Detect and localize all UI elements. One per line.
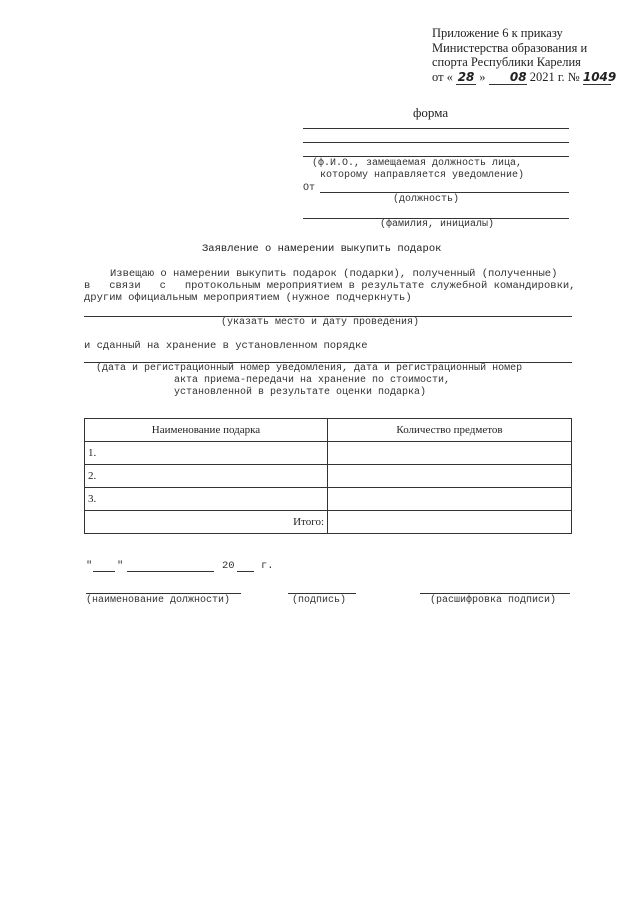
decoding-signature-line: [420, 593, 570, 594]
signature-year-suffix: г.: [261, 560, 274, 572]
signature-date-open-quote: ": [86, 560, 93, 572]
body-paragraph-line-1: Извещаю о намерении выкупить подарок (подарки), полученный (полученные): [110, 268, 558, 280]
date-sep: »: [479, 69, 486, 84]
from-label: От: [303, 183, 316, 194]
place-date-caption: (указать место и дату проведения): [221, 317, 420, 328]
registration-caption-3: установленной в результате оценки подарка): [174, 387, 427, 398]
handwritten-day: 28: [457, 69, 475, 84]
signature-day-line: [93, 571, 115, 572]
row-number: 1.: [85, 442, 328, 465]
order-appendix-header: [432, 26, 617, 85]
row-quantity: [328, 442, 572, 465]
column-header-gift-name: Наименование подарка: [85, 419, 328, 442]
total-label: Итого:: [85, 511, 328, 534]
signature-year-line: [237, 571, 254, 572]
gifts-table: [84, 418, 572, 534]
handwritten-month: 08: [489, 70, 527, 86]
table-row: [85, 488, 572, 511]
addressee-line-3: [303, 156, 569, 157]
table-row: [85, 442, 572, 465]
caption-signature: (подпись): [292, 595, 347, 606]
signature-line: [288, 593, 356, 594]
addressee-line-2: [303, 142, 569, 143]
addressee-line-1: [303, 128, 569, 129]
signature-month-line: [127, 571, 214, 572]
caption-decoding: (расшифровка подписи): [430, 595, 557, 606]
handwritten-order-number: 1049: [582, 69, 617, 84]
total-value: [328, 511, 572, 534]
addressee-caption-2: которому направляется уведомление): [320, 170, 525, 181]
name-caption: (фамилия, инициалы): [380, 219, 495, 230]
registration-caption-2: акта приема-передачи на хранение по стоимости,: [174, 375, 451, 386]
position-caption: (должность): [393, 194, 460, 205]
signature-date-close-quote: ": [117, 560, 124, 572]
body-paragraph-2: и сданный на хранение в установленном порядке: [84, 340, 368, 352]
addressee-caption-1: (ф.И.О., замещаемая должность лица,: [312, 158, 523, 169]
body-paragraph-line-2: в связи с протокольным мероприятием в результате служебной командировки,: [84, 280, 576, 292]
date-prefix: от «: [432, 69, 453, 84]
row-number: 3.: [85, 488, 328, 511]
from-position-line: [320, 192, 569, 193]
body-paragraph-line-3: другим официальным мероприятием (нужное подчеркнуть): [84, 292, 412, 304]
document-title: Заявление о намерении выкупить подарок: [202, 243, 442, 255]
row-number: 2.: [85, 465, 328, 488]
appendix-line-2: Министерства образования и: [432, 40, 588, 55]
column-header-quantity: Количество предметов: [328, 419, 572, 442]
table-total-row: [85, 511, 572, 534]
position-signature-line: [86, 593, 241, 594]
form-label: форма: [413, 105, 449, 120]
registration-caption-1: (дата и регистрационный номер уведомления, дата и регистрационный номер: [96, 363, 523, 374]
table-header-row: [85, 419, 572, 442]
row-quantity: [328, 488, 572, 511]
appendix-date-line: [432, 69, 617, 86]
signature-year-prefix: 20: [222, 560, 235, 572]
date-year: 2021 г. №: [529, 69, 580, 84]
table-row: [85, 465, 572, 488]
appendix-line-3: спорта Республики Карелия: [432, 55, 581, 69]
caption-position: (наименование должности): [86, 595, 231, 606]
row-quantity: [328, 465, 572, 488]
appendix-line-1: Приложение 6 к приказу: [432, 26, 563, 40]
